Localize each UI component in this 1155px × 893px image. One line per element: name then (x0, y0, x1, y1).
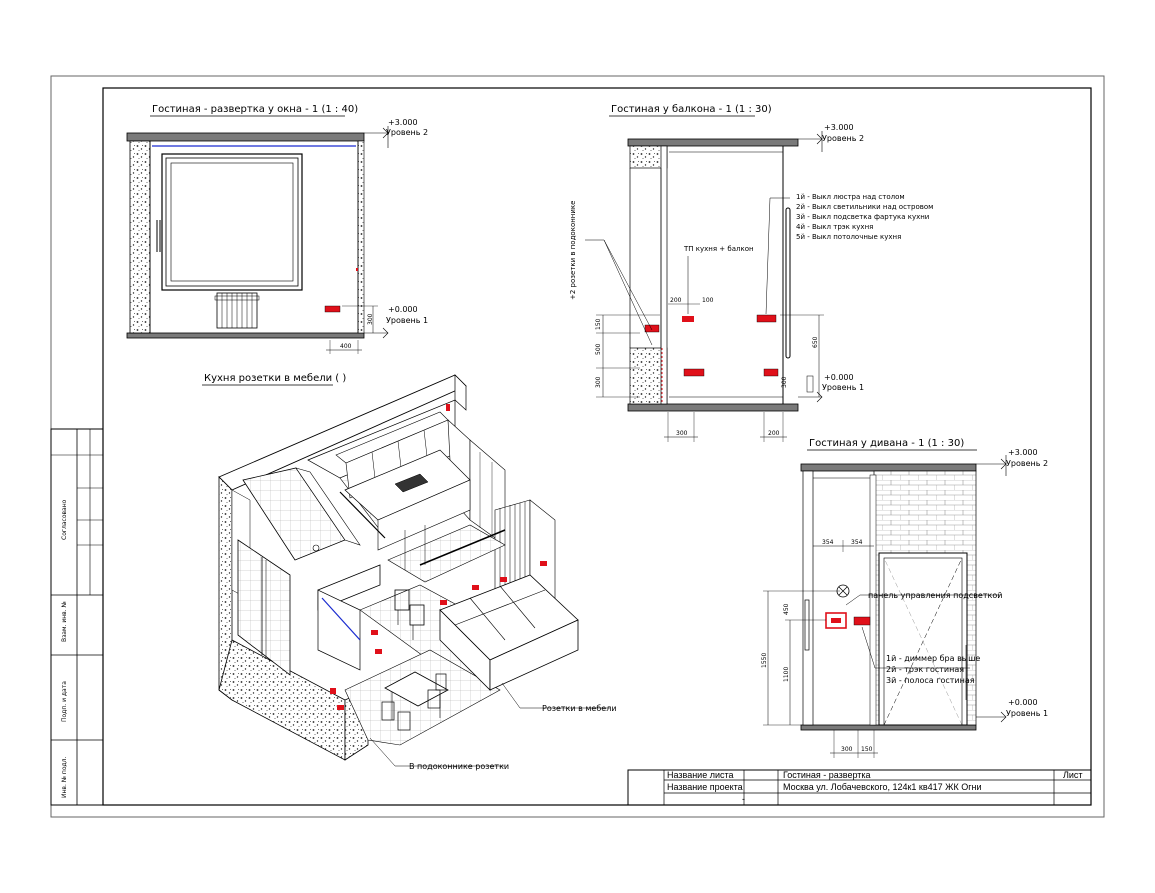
view-kitchen-title: Кухня розетки в мебели ( ) (204, 373, 347, 384)
project-name-label: Название проекта (667, 782, 743, 792)
stamp-dash: - (742, 794, 745, 804)
switch-sofa (854, 617, 870, 625)
view-kitchen (202, 373, 617, 771)
socket-kitchen-5 (540, 561, 547, 566)
sofa-level-top-name: Уровень 2 (1006, 459, 1049, 468)
socket-kitchen-9 (337, 705, 344, 710)
balcony-dim-650: 650 (812, 336, 819, 348)
title-block (628, 770, 1091, 805)
socket-balcony-tp (682, 316, 694, 322)
stamp-label-inv: Инв. № подл. (61, 756, 68, 798)
sofa-note-2: 2й - трэк гостиная (886, 665, 965, 674)
balcony-switch-notes (796, 193, 933, 241)
balcony-switch-note-1: 1й - Выкл люстра над столом (796, 193, 905, 201)
view-window-title: Гостиная - развертка у окна - 1 (1 : 40) (152, 104, 359, 115)
window-level-top-value: +3.000 (388, 118, 418, 127)
socket-balcony-low-right (764, 369, 778, 376)
balcony-dim-300-right: 300 (781, 376, 788, 388)
socket-kitchen-7 (375, 649, 382, 654)
window-level-top-name: Уровень 2 (386, 128, 429, 137)
sofa-dim-450: 450 (783, 603, 790, 615)
balcony-level-bottom-name: Уровень 1 (822, 383, 865, 392)
sofa-panel-note: панель управления подсветкой (868, 591, 1003, 600)
view-balcony (569, 104, 933, 442)
socket-balcony-low-left (684, 369, 704, 376)
sofa-level-top-value: +3.000 (1008, 448, 1038, 457)
socket-kitchen-4 (500, 577, 507, 582)
view-balcony-title: Гостиная у балкона - 1 (1 : 30) (611, 104, 772, 115)
switch-balcony (757, 315, 776, 322)
sofa-dim-300: 300 (841, 746, 853, 753)
view-sofa-title: Гостиная у дивана - 1 (1 : 30) (809, 438, 965, 449)
sheet-name-label: Название листа (667, 770, 734, 780)
balcony-dim-150: 150 (595, 318, 602, 330)
sofa-dim-354-a: 354 (822, 539, 834, 546)
balcony-level-top-name: Уровень 2 (822, 134, 865, 143)
sheet-label: Лист (1063, 770, 1083, 780)
project-name-value: Москва ул. Лобачевского, 124к1 кв417 ЖК Огни (783, 782, 982, 792)
sofa-dim-150: 150 (861, 746, 873, 753)
balcony-level-top-value: +3.000 (824, 123, 854, 132)
balcony-switch-note-5: 5й - Выкл потолочные кухня (796, 233, 902, 241)
balcony-dim-bottom-left: 300 (676, 430, 688, 437)
balcony-dim-bottom-right: 200 (768, 430, 780, 437)
socket-kitchen-6 (371, 630, 378, 635)
kitchen-label-furniture: Розетки в мебели (542, 704, 617, 713)
balcony-dim-300-left: 300 (595, 376, 602, 388)
sofa-dim-1100: 1100 (783, 666, 790, 682)
sofa-note-3: 3й - полоса гостиная (886, 676, 975, 685)
window-dim-height: 300 (367, 313, 374, 325)
socket-kitchen-3 (472, 585, 479, 590)
sofa-dim-354-b: 354 (851, 539, 863, 546)
balcony-switch-note-2: 2й - Выкл светильники над островом (796, 203, 934, 211)
stamp-label-sign: Подп. и дата (61, 681, 68, 722)
balcony-switch-note-3: 3й - Выкл подсветка фартука кухни (796, 213, 930, 221)
balcony-side-note: +2 розетки в подоконнике (569, 200, 577, 300)
balcony-level-bottom-value: +0.000 (824, 373, 854, 382)
window-dim-width: 400 (340, 343, 352, 350)
kitchen-label-sill: В подоконнике розетки (409, 762, 510, 771)
socket-kitchen-2 (440, 600, 447, 605)
balcony-dim-100: 100 (702, 297, 714, 304)
balcony-switch-note-4: 4й - Выкл трэк кухня (796, 223, 874, 231)
sofa-level-bottom-value: +0.000 (1008, 698, 1038, 707)
side-stamp (51, 429, 103, 805)
balcony-tp-note: ТП кухня + балкон (684, 245, 754, 253)
window-level-bottom-value: +0.000 (388, 305, 418, 314)
stamp-label-agreed: Согласовано (61, 499, 68, 540)
socket-window (325, 306, 340, 312)
stamp-label-replace: Взам. инв. № (61, 601, 68, 642)
window-level-bottom-name: Уровень 1 (386, 316, 429, 325)
balcony-dim-200-top: 200 (670, 297, 682, 304)
socket-balcony-sill (645, 325, 659, 332)
view-window (127, 104, 428, 354)
sofa-note-1: 1й - диммер бра выше (886, 654, 981, 663)
sheet-name-value: Гостиная - развертка (783, 770, 871, 780)
socket-kitchen-8 (330, 688, 336, 694)
sofa-dim-1550: 1550 (761, 652, 768, 668)
balcony-dim-500: 500 (595, 343, 602, 355)
socket-kitchen-1 (446, 404, 450, 411)
view-sofa (761, 438, 1048, 758)
sofa-level-bottom-name: Уровень 1 (1006, 709, 1049, 718)
